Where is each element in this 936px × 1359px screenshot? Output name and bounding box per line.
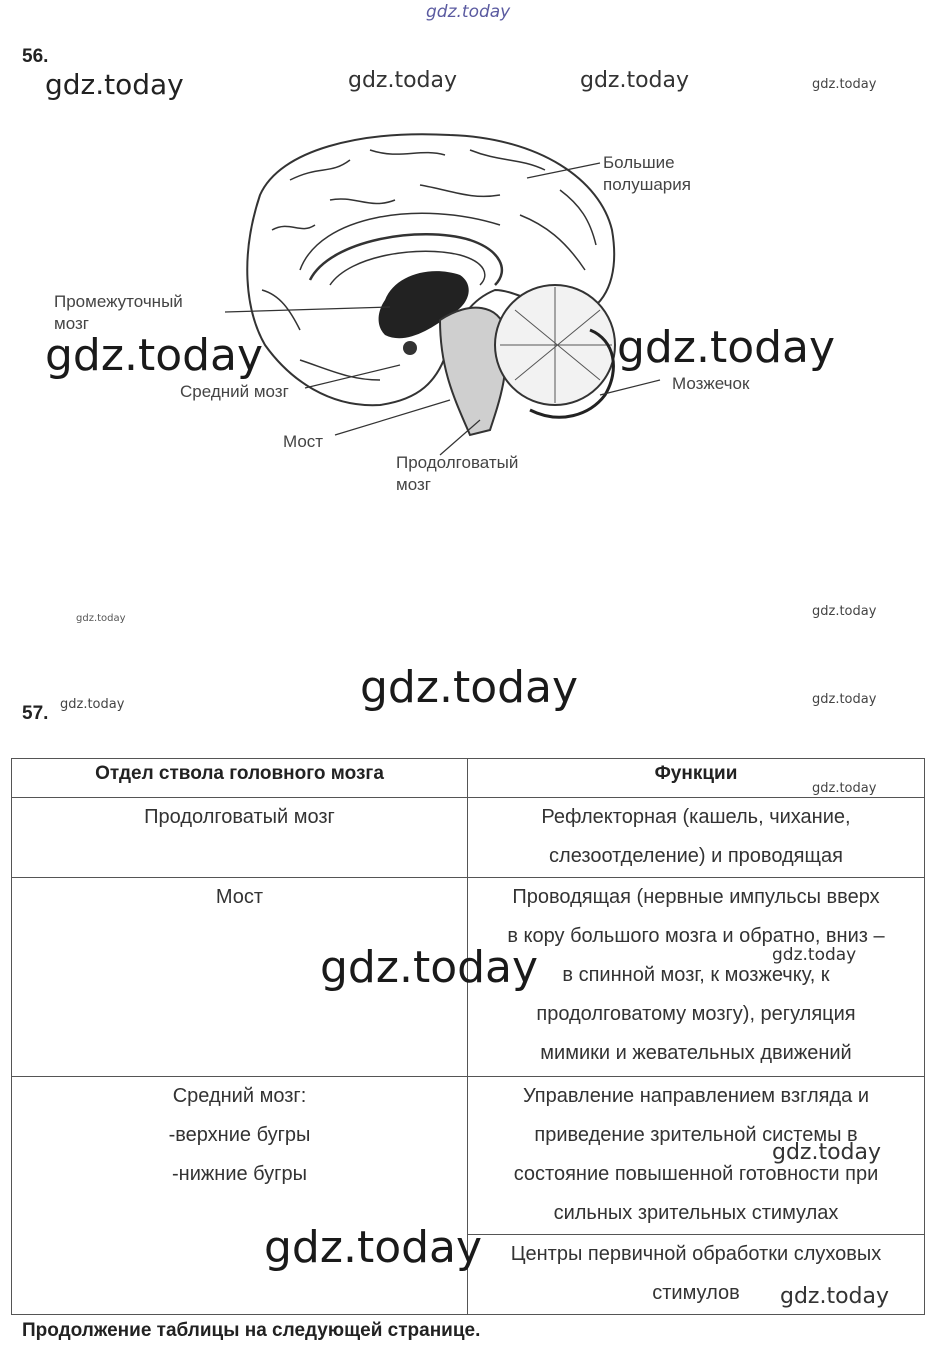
watermark: gdz.today — [360, 662, 579, 713]
table-header-row — [12, 759, 925, 798]
label-diencephalon: Промежуточный мозг — [54, 292, 183, 333]
header-part: Отдел ствола головного мозга — [12, 759, 468, 798]
watermark: gdz.today — [812, 692, 877, 707]
watermark: gdz.today — [60, 697, 125, 712]
cell-part: Продолговатый мозг — [12, 798, 468, 878]
cell-function: Проводящая (нервные импульсы вверх в кору большого мозга и обратно, вниз – в спинной мозг, к мозжечку, к продолговатому мозгу), регуляция мимики и жевательных движений — [468, 878, 925, 1077]
cell-part: Средний мозг: -верхние бугры -нижние бугры — [12, 1077, 468, 1315]
label-hemispheres: Большие полушария — [603, 153, 691, 194]
watermark: gdz.today — [812, 77, 877, 92]
label-midbrain: Средний мозг — [180, 382, 289, 401]
label-cerebellum: Мозжечок — [672, 374, 750, 393]
table-continuation-note: Продолжение таблицы на следующей странице. — [22, 1320, 481, 1341]
header-functions: Функции — [468, 759, 925, 798]
watermark: gdz.today — [812, 781, 877, 796]
watermark: gdz.today — [264, 1222, 483, 1273]
task-57-number: 57. — [22, 703, 49, 724]
label-pons: Мост — [283, 432, 324, 451]
watermark: gdz.today — [580, 68, 690, 93]
cell-part: Мост — [12, 878, 468, 1077]
watermark: gdz.today — [812, 604, 877, 619]
watermark: gdz.today — [772, 1140, 882, 1165]
brain-diagram — [0, 0, 936, 520]
watermark-top: gdz.today — [426, 2, 511, 22]
brainstem-shape — [440, 308, 506, 435]
watermark: gdz.today — [45, 68, 184, 101]
watermark: gdz.today — [772, 945, 857, 965]
task-56-number: 56. — [22, 46, 49, 67]
watermark: gdz.today — [617, 322, 836, 373]
label-medulla: Продолговатый мозг — [396, 453, 519, 494]
cell-function: Управление направлением взгляда и приведение зрительной системы в состояние повышенной готовности при сильных зрительных стимулах — [468, 1077, 925, 1235]
watermark: gdz.today — [348, 68, 458, 93]
table-row — [12, 798, 925, 878]
watermark: gdz.today — [45, 330, 264, 381]
watermark: gdz.today — [320, 942, 539, 993]
watermark: gdz.today — [76, 613, 126, 624]
watermark: gdz.today — [780, 1284, 890, 1309]
cell-function: Рефлекторная (кашель, чихание, слезоотделение) и проводящая — [468, 798, 925, 878]
cell-function: Центры первичной обработки слуховых стимулов — [468, 1235, 925, 1315]
cerebellum-shape — [495, 285, 615, 417]
